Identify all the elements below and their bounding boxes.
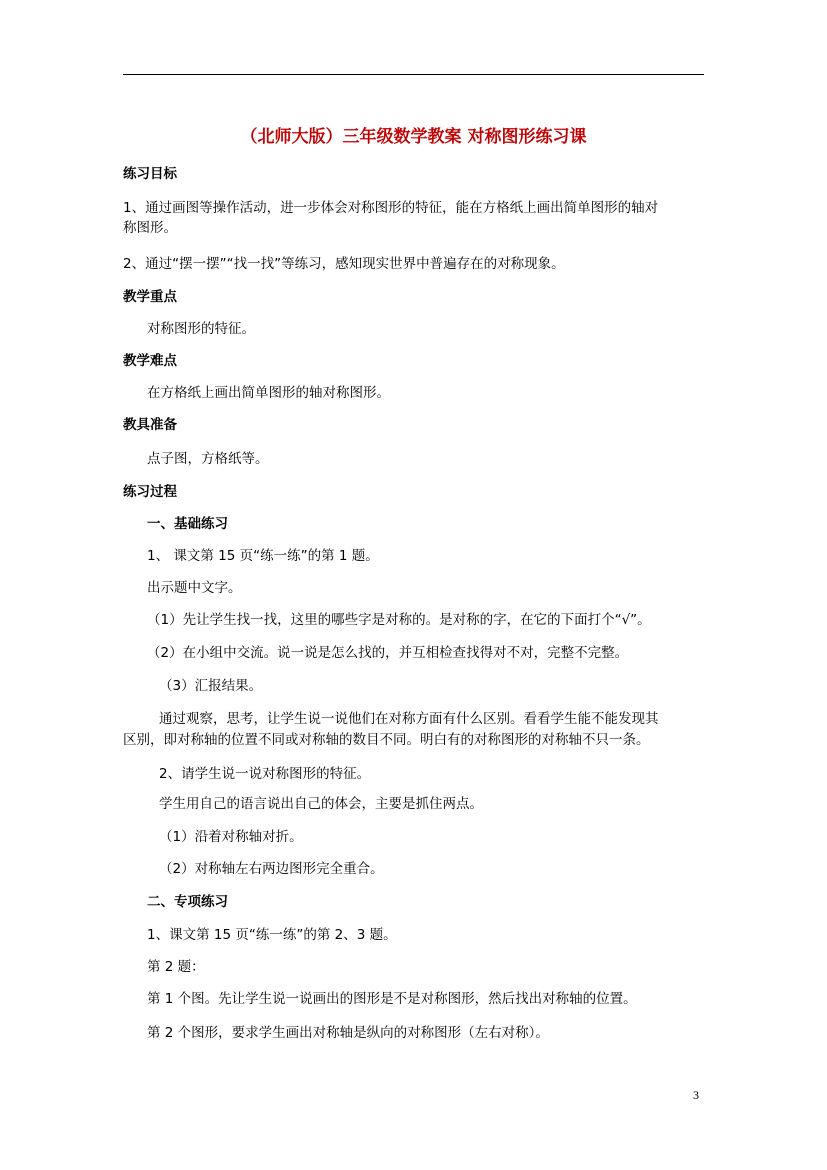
paragraph-line: （2）在小组中交流。说一说是怎么找的，并互相检查找得对不对，完整不完整。	[147, 645, 629, 661]
paragraph-line: （2）对称轴左右两边图形完全重合。	[159, 861, 384, 877]
heading-key-points: 教学重点	[123, 289, 177, 305]
paragraph-line: 1、课文第 15 页“练一练”的第 2、3 题。	[147, 927, 397, 943]
subheading-special-practice: 二、专项练习	[147, 894, 228, 910]
paragraph-line: 2、通过“摆一摆”“找一找”等练习，感知现实世界中普遍存在的对称现象。	[123, 256, 565, 272]
paragraph-line: 1、通过画图等操作活动，进一步体会对称图形的特征，能在方格纸上画出简单图形的轴对	[123, 200, 659, 216]
paragraph-line: 学生用自己的语言说出自己的体会，主要是抓住两点。	[159, 796, 483, 812]
paragraph-line: （1）沿着对称轴对折。	[159, 829, 303, 845]
paragraph-line: 点子图，方格纸等。	[147, 451, 269, 467]
paragraph-line: 第 2 个图形，要求学生画出对称轴是纵向的对称图形（左右对称）。	[147, 1025, 549, 1041]
heading-process: 练习过程	[123, 484, 177, 500]
paragraph-line: 2、请学生说一说对称图形的特征。	[159, 766, 371, 782]
paragraph-line: 通过观察，思考，让学生说一说他们在对称方面有什么区别。看看学生能不能发现其	[159, 711, 659, 727]
paragraph-line: （3）汇报结果。	[159, 678, 263, 694]
document-title: （北师大版）三年级数学教案 对称图形练习课	[240, 127, 587, 147]
paragraph-line: 对称图形的特征。	[147, 321, 255, 337]
paragraph-line: 出示题中文字。	[147, 580, 242, 596]
page-number: 3	[693, 1088, 699, 1102]
paragraph-line: （1）先让学生找一找，这里的哪些字是对称的。是对称的字，在它的下面打个“√”。	[147, 612, 651, 628]
paragraph-line: 第 1 个图。先让学生说一说画出的图形是不是对称图形，然后找出对称轴的位置。	[147, 991, 637, 1007]
paragraph-line: 1、 课文第 15 页“练一练”的第 1 题。	[147, 548, 379, 564]
paragraph-line: 在方格纸上画出简单图形的轴对称图形。	[147, 385, 390, 401]
subheading-basic-practice: 一、基础练习	[147, 516, 228, 532]
paragraph-line: 区别，即对称轴的位置不同或对称轴的数目不同。明白有的对称图形的对称轴不只一条。	[123, 732, 650, 748]
heading-materials: 教具准备	[123, 417, 177, 433]
header-rule	[123, 74, 704, 75]
paragraph-line: 第 2 题：	[147, 959, 205, 975]
heading-difficulties: 教学难点	[123, 353, 177, 369]
heading-practice-goals: 练习目标	[123, 166, 177, 182]
paragraph-line: 称图形。	[123, 220, 177, 236]
